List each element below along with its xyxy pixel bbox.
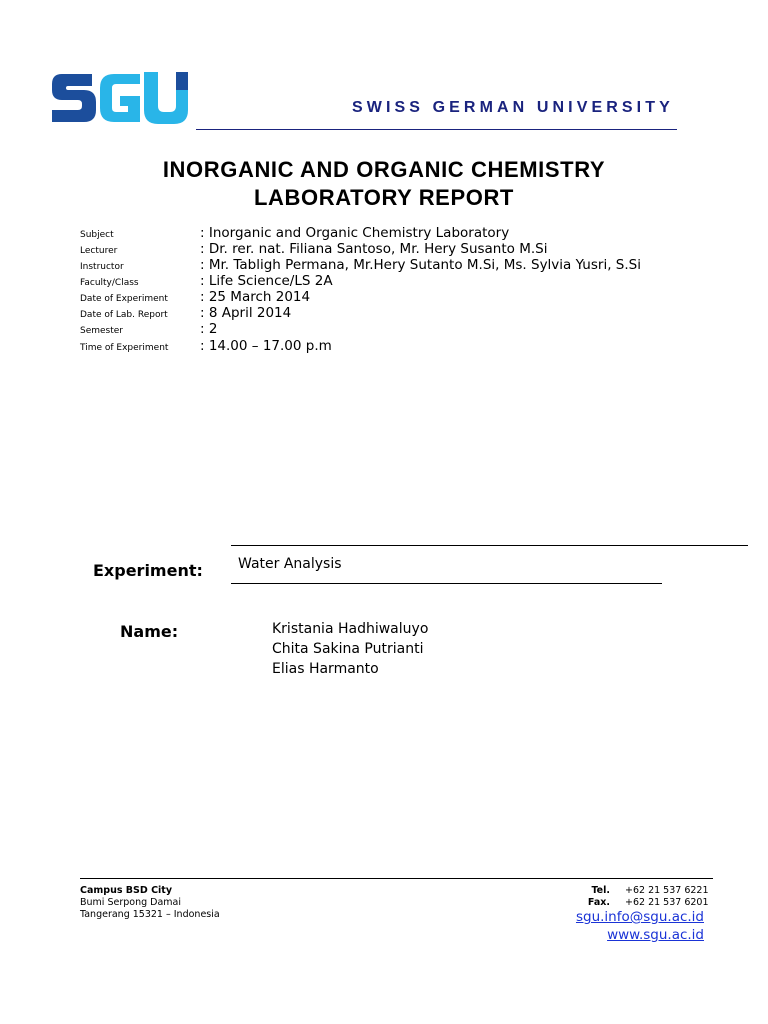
info-value: : Mr. Tabligh Permana, Mr.Hery Sutanto M.Si, Ms. Sylvia Yusri, S.Si <box>200 257 641 273</box>
info-label: Semester <box>80 326 124 336</box>
university-name: SWISS GERMAN UNIVERSITY <box>352 99 674 116</box>
info-row-instructor <box>80 258 700 274</box>
info-label: Time of Experiment <box>80 343 169 353</box>
experiment-rule-top <box>231 545 748 546</box>
info-label: Subject <box>80 230 114 240</box>
info-row-lecturer <box>80 242 700 258</box>
report-title-line-1: INORGANIC AND ORGANIC CHEMISTRY <box>162 157 606 182</box>
footer-tel-label: Tel. <box>591 885 610 896</box>
info-label: Instructor <box>80 262 124 272</box>
footer-email-link[interactable]: sgu.info@sgu.ac.id <box>575 909 704 925</box>
footer-fax-label: Fax. <box>587 897 610 908</box>
footer-address-line-1: Bumi Serpong Damai <box>80 897 181 908</box>
info-row-faculty <box>80 274 700 290</box>
info-row-semester <box>80 322 700 338</box>
student-name: Elias Harmanto <box>272 661 379 677</box>
info-label: Date of Experiment <box>80 294 168 304</box>
name-label: Name: <box>120 622 179 641</box>
info-label: Lecturer <box>80 246 118 256</box>
info-row-time <box>80 339 700 355</box>
info-value: : 14.00 – 17.00 p.m <box>200 338 332 354</box>
info-value: : Life Science/LS 2A <box>200 273 333 289</box>
sgu-logo <box>48 68 190 126</box>
info-label: Date of Lab. Report <box>80 310 168 320</box>
experiment-label: Experiment: <box>93 561 203 580</box>
report-title <box>0 156 768 212</box>
footer-divider <box>80 878 713 879</box>
footer-website-link[interactable]: www.sgu.ac.id <box>607 927 704 943</box>
footer-fax: +62 21 537 6201 <box>625 897 709 908</box>
footer-tel: +62 21 537 6221 <box>625 885 709 896</box>
info-row-date-report <box>80 306 700 322</box>
info-row-subject <box>80 226 700 242</box>
info-label: Faculty/Class <box>80 278 139 288</box>
student-name: Kristania Hadhiwaluyo <box>272 621 429 637</box>
info-value: : 8 April 2014 <box>200 305 292 321</box>
report-title-line-2: LABORATORY REPORT <box>254 185 514 210</box>
info-value: : Inorganic and Organic Chemistry Laboratory <box>200 225 510 241</box>
footer-address-line-2: Tangerang 15321 – Indonesia <box>80 909 220 920</box>
header-divider <box>196 129 677 130</box>
info-row-date-experiment <box>80 290 700 306</box>
info-value: : Dr. rer. nat. Filiana Santoso, Mr. Hery Susanto M.Si <box>200 241 548 257</box>
info-value: : 2 <box>200 321 218 337</box>
footer-campus: Campus BSD City <box>80 885 173 896</box>
experiment-rule-bottom <box>231 583 662 584</box>
student-name: Chita Sakina Putrianti <box>272 641 424 657</box>
info-value: : 25 March 2014 <box>200 289 311 305</box>
experiment-value: Water Analysis <box>238 556 342 572</box>
